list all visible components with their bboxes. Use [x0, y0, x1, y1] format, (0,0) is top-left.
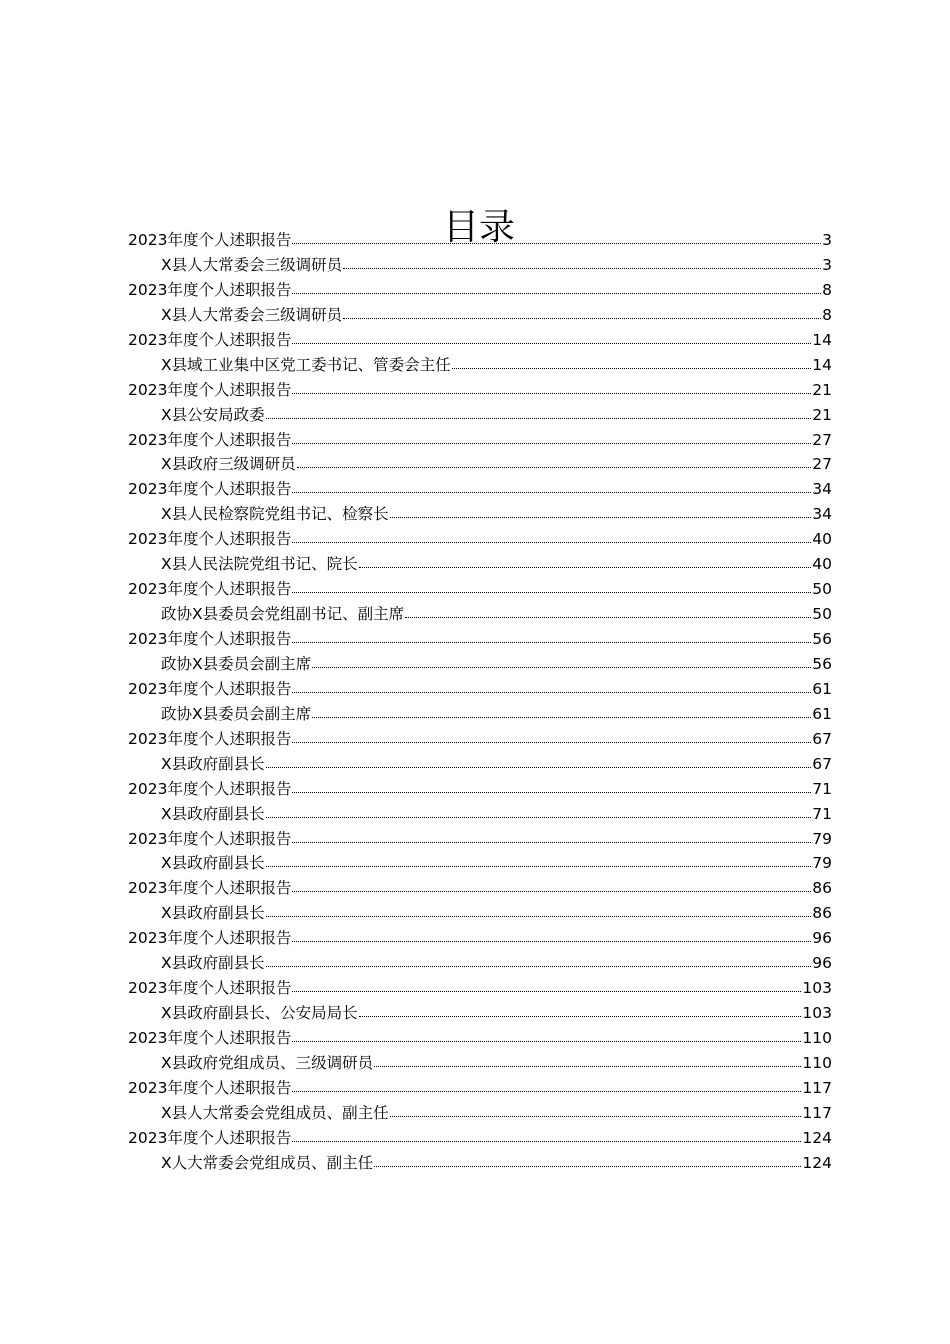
- toc-entry-label: X县政府副县长: [161, 904, 265, 923]
- toc-page-number: 34: [812, 505, 832, 524]
- toc-leader-dots: [292, 292, 821, 294]
- toc-entry-label: 2023年度个人述职报告: [128, 380, 292, 399]
- toc-entry-position[interactable]: [128, 353, 832, 378]
- toc-entry-position[interactable]: [128, 303, 832, 328]
- toc-leader-dots: [266, 417, 812, 419]
- toc-entry-label: 2023年度个人述职报告: [128, 480, 292, 499]
- toc-page-number: 103: [802, 979, 832, 998]
- toc-leader-dots: [292, 691, 811, 693]
- toc-entry-label: 2023年度个人述职报告: [128, 280, 292, 299]
- toc-page-number: 61: [812, 679, 832, 698]
- toc-page-number: 3: [822, 231, 832, 249]
- toc-entry-label: 政协X县委员会副主席: [161, 704, 312, 723]
- toc-page-number: 110: [802, 1029, 832, 1047]
- toc-entry-label: X县人大常委会三级调研员: [161, 255, 343, 274]
- toc-entry-label: X县人民检察院党组书记、检察长: [161, 505, 389, 524]
- toc-entry-report[interactable]: [128, 827, 832, 852]
- toc-leader-dots: [266, 915, 812, 917]
- toc-entry-position[interactable]: [128, 1001, 832, 1026]
- toc-page-number: 8: [822, 305, 832, 324]
- toc-page-number: 103: [802, 1004, 832, 1023]
- toc-entry-report[interactable]: [128, 727, 832, 752]
- toc-entry-position[interactable]: [128, 702, 832, 727]
- toc-page-number: 117: [802, 1103, 832, 1122]
- toc-entry-label: 2023年度个人述职报告: [128, 779, 292, 798]
- toc-entry-label: 2023年度个人述职报告: [128, 879, 292, 898]
- toc-entry-report[interactable]: [128, 627, 832, 652]
- toc-entry-label: X县政府三级调研员: [161, 455, 296, 474]
- toc-entry-label: 2023年度个人述职报告: [128, 929, 292, 948]
- toc-entry-position[interactable]: [128, 951, 832, 976]
- toc-leader-dots: [266, 865, 812, 867]
- toc-page-number: 79: [812, 854, 832, 873]
- toc-entry-label: 政协X县委员会副主席: [161, 654, 312, 673]
- toc-entry-position[interactable]: [128, 802, 832, 827]
- toc-entry-position[interactable]: [128, 253, 832, 278]
- toc-entry-report[interactable]: [128, 378, 832, 403]
- toc-page-number: 71: [812, 779, 832, 798]
- toc-leader-dots: [359, 566, 812, 568]
- toc-entry-position[interactable]: [128, 851, 832, 876]
- toc-page-number: 50: [812, 580, 832, 599]
- toc-entry-report[interactable]: [128, 1126, 832, 1151]
- toc-page-number: 86: [812, 904, 832, 923]
- toc-leader-dots: [292, 890, 811, 892]
- toc-page-number: 56: [812, 654, 832, 673]
- toc-entry-report[interactable]: [128, 328, 832, 353]
- toc-list: [128, 228, 832, 1176]
- toc-leader-dots: [312, 716, 811, 718]
- toc-entry-position[interactable]: [128, 652, 832, 677]
- toc-page-number: 67: [812, 729, 832, 748]
- toc-entry-label: X县政府副县长、公安局局长: [161, 1004, 358, 1023]
- toc-entry-report[interactable]: [128, 777, 832, 802]
- toc-leader-dots: [292, 1090, 801, 1092]
- toc-leader-dots: [292, 591, 811, 593]
- toc-leader-dots: [297, 466, 812, 468]
- toc-leader-dots: [405, 616, 811, 618]
- toc-page-number: 96: [812, 929, 832, 948]
- toc-entry-label: 2023年度个人述职报告: [128, 679, 292, 698]
- toc-entry-label: 2023年度个人述职报告: [128, 1128, 292, 1147]
- toc-leader-dots: [292, 242, 821, 244]
- toc-page-number: 27: [812, 430, 832, 449]
- toc-page-number: 50: [812, 605, 832, 624]
- toc-leader-dots: [390, 516, 812, 518]
- toc-entry-report[interactable]: [128, 428, 832, 453]
- toc-leader-dots: [292, 442, 811, 444]
- toc-entry-position[interactable]: [128, 502, 832, 527]
- toc-page-number: 3: [822, 255, 832, 274]
- toc-entry-label: 2023年度个人述职报告: [128, 530, 292, 549]
- toc-leader-dots: [292, 491, 811, 493]
- toc-leader-dots: [312, 666, 811, 668]
- toc-page-number: 14: [812, 330, 832, 349]
- toc-entry-label: X县人大常委会三级调研员: [161, 305, 343, 324]
- toc-entry-label: 2023年度个人述职报告: [128, 1078, 292, 1097]
- toc-entry-label: X人大常委会党组成员、副主任: [161, 1153, 374, 1172]
- toc-page-number: 67: [812, 754, 832, 773]
- toc-entry-report[interactable]: [128, 228, 832, 253]
- toc-page-number: 86: [812, 879, 832, 898]
- toc-leader-dots: [292, 541, 811, 543]
- toc-entry-label: 2023年度个人述职报告: [128, 1029, 292, 1047]
- toc-entry-label: X县公安局政委: [161, 405, 265, 424]
- toc-page-number: 40: [812, 555, 832, 574]
- toc-leader-dots: [374, 1165, 801, 1167]
- toc-entry-report[interactable]: [128, 926, 832, 951]
- toc-entry-report[interactable]: [128, 1076, 832, 1101]
- toc-entry-position[interactable]: [128, 901, 832, 926]
- toc-entry-label: 2023年度个人述职报告: [128, 729, 292, 748]
- toc-page-number: 124: [802, 1128, 832, 1147]
- toc-page-number: 34: [812, 480, 832, 499]
- toc-entry-position[interactable]: [128, 1051, 832, 1076]
- toc-leader-dots: [292, 791, 811, 793]
- toc-leader-dots: [292, 841, 811, 843]
- page-title: 目录: [442, 207, 515, 249]
- toc-entry-report[interactable]: [128, 976, 832, 1001]
- toc-entry-label: 政协X县委员会党组副书记、副主席: [161, 605, 405, 624]
- toc-page-number: 110: [802, 1053, 832, 1072]
- toc-page-number: 21: [812, 405, 832, 424]
- toc-leader-dots: [292, 392, 811, 394]
- toc-entry-position[interactable]: [128, 403, 832, 428]
- toc-entry-report[interactable]: [128, 1026, 832, 1051]
- toc-leader-dots: [292, 1140, 801, 1142]
- toc-page-number: 27: [812, 455, 832, 474]
- toc-entry-position[interactable]: [128, 1101, 832, 1126]
- toc-entry-label: 2023年度个人述职报告: [128, 580, 292, 599]
- toc-entry-label: 2023年度个人述职报告: [128, 979, 292, 998]
- toc-entry-label: X县政府副县长: [161, 854, 265, 873]
- toc-page-number: 40: [812, 530, 832, 549]
- toc-entry-report[interactable]: [128, 677, 832, 702]
- toc-entry-report[interactable]: [128, 527, 832, 552]
- toc-entry-label: 2023年度个人述职报告: [128, 829, 292, 848]
- toc-entry-report[interactable]: [128, 278, 832, 303]
- toc-leader-dots: [374, 1065, 801, 1067]
- toc-entry-label: X县政府副县长: [161, 804, 265, 823]
- toc-entry-report[interactable]: [128, 876, 832, 901]
- toc-leader-dots: [292, 990, 801, 992]
- toc-page-number: 56: [812, 630, 832, 648]
- toc-entry-position[interactable]: [128, 552, 832, 577]
- toc-entry-label: X县域工业集中区党工委书记、管委会主任: [161, 355, 451, 374]
- toc-entry-position[interactable]: [128, 602, 832, 627]
- toc-leader-dots: [343, 317, 821, 319]
- toc-page-number: 124: [802, 1153, 832, 1172]
- toc-entry-position[interactable]: [128, 752, 832, 777]
- toc-entry-position[interactable]: [128, 452, 832, 477]
- toc-entry-report[interactable]: [128, 477, 832, 502]
- toc-entry-label: 2023年度个人述职报告: [128, 630, 292, 648]
- toc-leader-dots: [452, 367, 812, 369]
- toc-leader-dots: [343, 267, 821, 269]
- toc-page-number: 79: [812, 829, 832, 848]
- toc-page-number: 117: [802, 1078, 832, 1097]
- toc-entry-report[interactable]: [128, 577, 832, 602]
- toc-leader-dots: [266, 965, 812, 967]
- toc-page-number: 14: [812, 355, 832, 374]
- toc-leader-dots: [359, 1015, 802, 1017]
- toc-leader-dots: [292, 641, 811, 643]
- toc-page-number: 71: [812, 804, 832, 823]
- toc-page-number: 61: [812, 704, 832, 723]
- toc-page-number: 21: [812, 380, 832, 399]
- toc-entry-label: X县政府副县长: [161, 754, 265, 773]
- toc-leader-dots: [292, 342, 811, 344]
- toc-page-number: 96: [812, 954, 832, 973]
- toc-entry-label: X县政府副县长: [161, 954, 265, 973]
- toc-leader-dots: [266, 766, 812, 768]
- toc-page-number: 8: [822, 280, 832, 299]
- toc-entry-label: X县人民法院党组书记、院长: [161, 555, 358, 574]
- toc-leader-dots: [292, 940, 811, 942]
- toc-leader-dots: [266, 816, 812, 818]
- toc-leader-dots: [390, 1115, 802, 1117]
- toc-entry-label: 2023年度个人述职报告: [128, 231, 292, 249]
- toc-leader-dots: [292, 741, 811, 743]
- toc-entry-label: X县政府党组成员、三级调研员: [161, 1053, 374, 1072]
- toc-entry-label: X县人大常委会党组成员、副主任: [161, 1103, 389, 1122]
- toc-entry-label: 2023年度个人述职报告: [128, 430, 292, 449]
- toc-entry-position[interactable]: [128, 1151, 832, 1176]
- toc-leader-dots: [292, 1040, 801, 1042]
- toc-entry-label: 2023年度个人述职报告: [128, 330, 292, 349]
